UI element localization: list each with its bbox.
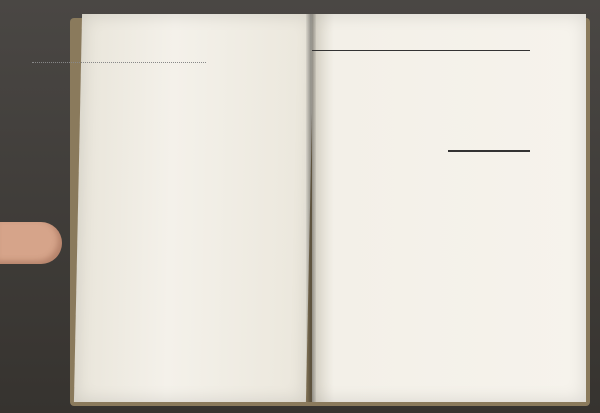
toc-chapter-9 <box>30 71 220 80</box>
chapter-rule <box>312 50 530 51</box>
toc-closing <box>30 84 220 91</box>
book-gutter <box>306 14 316 402</box>
toc-chapter-8 <box>30 56 220 65</box>
table-of-contents <box>30 50 220 91</box>
right-page <box>312 14 586 402</box>
thumb <box>0 222 62 264</box>
population-table <box>448 150 530 152</box>
